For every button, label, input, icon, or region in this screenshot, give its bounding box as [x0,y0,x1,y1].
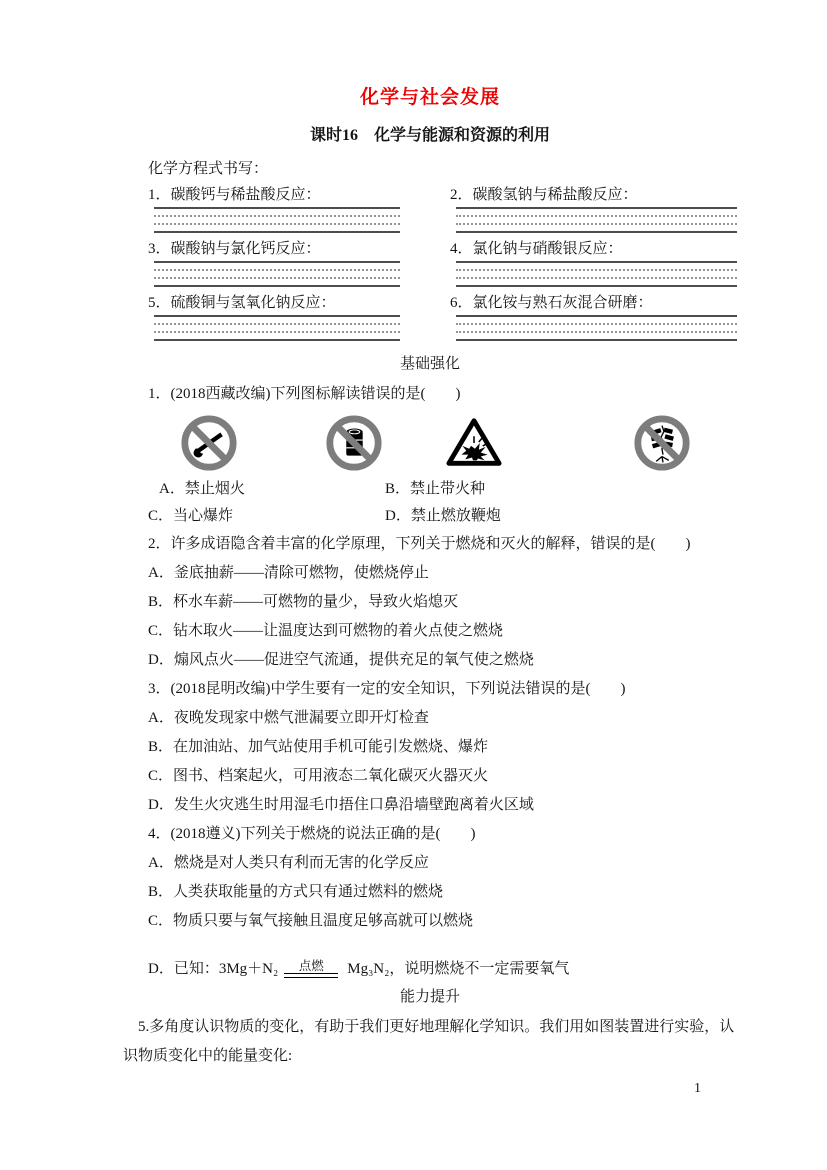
question-4 [123,820,737,980]
question-3 [123,675,737,820]
q3-option-b: B．在加油站、加气站使用手机可能引发燃烧、爆炸 [148,739,489,755]
q4-option-c: C．物质只要与氧气接触且温度足够高就可以燃烧 [148,913,474,929]
equation-label: 3．碳酸钠与氯化钙反应： [148,241,321,257]
q1-option-b: B．禁止带火种 [385,481,486,497]
q5-text: 5.多角度认识物质的变化，有助于我们更好地理解化学知识。我们用如图装置进行实验，认识物质变化中的能量变化: [123,1019,735,1064]
q1-option-d: D．禁止燃放鞭炮 [385,508,501,524]
section-heading-basic: 基础强化 [399,356,460,372]
q3-option-c: C．图书、档案起火，可用液态二氧化碳灭火器灭火 [148,768,489,784]
page-number: 1 [694,1081,701,1096]
equation-label: 4．氯化钠与硝酸银反应： [450,241,623,257]
page-title: 化学与社会发展 [359,87,500,108]
section-heading-advanced: 能力提升 [399,989,460,1005]
q2-option-c: C．钻木取火——让温度达到可燃物的着火点使之燃烧 [148,623,504,639]
answer-lines [154,261,400,293]
equations-lead: 化学方程式书写： [148,161,269,177]
q4-stem: 4．(2018遵义)下列关于燃烧的说法正确的是( ) [148,826,476,842]
equation-item-5 [148,293,400,347]
equation-label: 1．碳酸钙与稀盐酸反应： [148,187,321,203]
question-2 [123,530,737,675]
double-line-icon [284,973,338,978]
equation-label: 6．氯化铵与熟石灰混合研磨： [450,295,653,311]
equation-item-3 [148,239,400,293]
q4-option-b: B．人类获取能量的方式只有通过燃料的燃烧 [148,884,444,900]
no-firecrackers-icon [633,414,691,472]
q1-options [148,476,737,530]
equation-item-2 [450,185,737,239]
q3-stem: 3．(2018昆明改编)中学生要有一定的安全知识，下列说法错误的是( ) [148,681,626,697]
answer-lines [456,207,737,239]
equation-item-6 [450,293,737,347]
q1-option-a: A．禁止烟火 [159,481,245,497]
q3-option-d: D．发生火灾逃生时用湿毛巾捂住口鼻沿墙壁跑离着火区域 [148,797,534,813]
answer-lines [456,261,737,293]
q4-option-a: A．燃烧是对人类只有利而无害的化学反应 [148,855,429,871]
no-fire-source-barrel-icon [325,414,383,472]
no-open-flame-icon [180,414,238,472]
q2-option-d: D．煽风点火——促进空气流通，提供充足的氧气使之燃烧 [148,652,534,668]
equation-label: 2．碳酸氢钠与稀盐酸反应： [450,187,638,203]
equation-label: 5．硫酸铜与氢氧化钠反应： [148,295,336,311]
q3-option-a: A．夜晚发现家中燃气泄漏要立即开灯检查 [148,710,429,726]
q4-option-d-prefix: D．已知：3Mg＋N₂ [148,961,279,977]
answer-lines [154,315,400,347]
q2-stem: 2．许多成语隐含着丰富的化学原理，下列关于燃烧和灭火的解释，错误的是( ) [148,536,691,552]
lesson-subtitle: 课时16 化学与能源和资源的利用 [309,127,550,144]
equation-item-1 [148,185,400,239]
reaction-condition-arrow [284,959,338,978]
q4-option-d-suffix: Mg₃N₂，说明燃烧不一定需要氧气 [347,961,570,977]
q4-option-d-condition: 点燃 [298,959,324,973]
q2-option-b: B．杯水车薪——可燃物的量少，导致火焰熄灭 [148,594,459,610]
explosion-warning-triangle-icon [445,414,503,472]
answer-lines [154,207,400,239]
q1-option-c: C．当心爆炸 [148,508,234,524]
equation-item-4 [450,239,737,293]
answer-lines [456,315,737,347]
q1-stem: 1．(2018西藏改编)下列图标解读错误的是( ) [148,386,461,402]
equation-grid [148,185,737,347]
q2-option-a: A．釜底抽薪——清除可燃物，使燃烧停止 [148,565,429,581]
q4-option-d [148,942,737,980]
q1-icon-row [123,412,737,474]
